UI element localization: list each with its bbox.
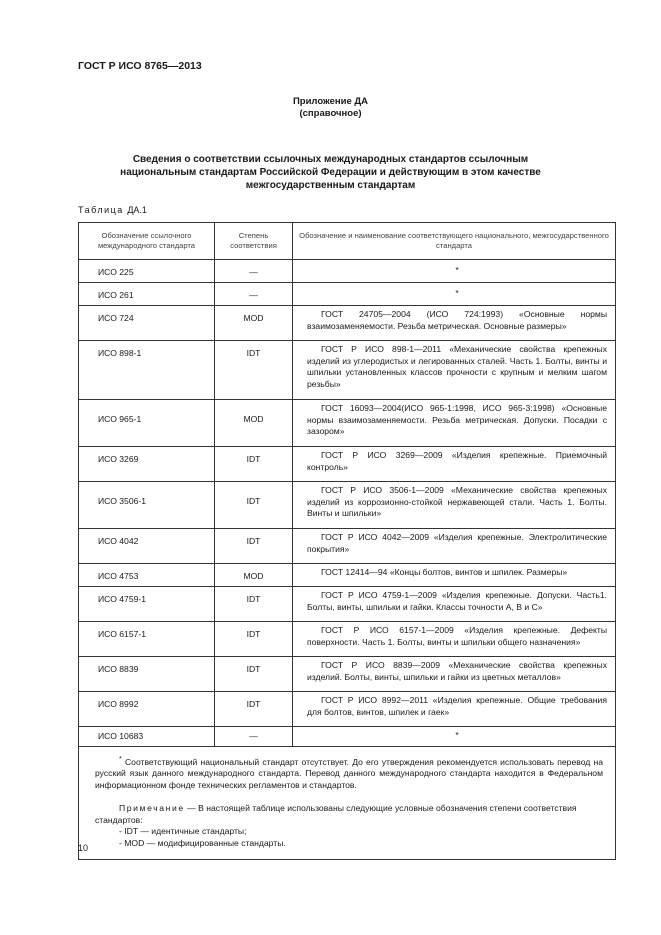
table-row xyxy=(79,692,616,727)
row-code: ИСО 965-1 xyxy=(79,400,215,447)
row-desc: ГОСТ Р ИСО 3269—2009 «Изделия крепежные. Приемочный контроль» xyxy=(307,450,607,472)
page-number: 10 xyxy=(78,843,89,853)
table-caption xyxy=(78,205,147,215)
table-row xyxy=(79,482,616,529)
table-row xyxy=(79,306,616,341)
table-row xyxy=(79,529,616,564)
title-line-2: национальным стандартам Российской Федерации и действующим в этом качестве xyxy=(120,167,541,178)
row-degree: MOD xyxy=(215,400,293,447)
row-degree: IDT xyxy=(215,587,293,622)
row-degree: IDT xyxy=(215,341,293,400)
footnote xyxy=(95,754,603,791)
row-degree: MOD xyxy=(215,306,293,341)
row-desc: ГОСТ 12414—94 «Концы болтов, винтов и шпилек. Размеры» xyxy=(321,567,568,577)
row-degree: IDT xyxy=(215,447,293,482)
correspondence-table xyxy=(78,222,616,860)
note-text: — В настоящей таблице использованы следующие условные обозначения степени соответствия стандартов: xyxy=(95,803,577,825)
document-title xyxy=(100,153,561,192)
footnote-text: Соответствующий национальный стандарт отсутствует. До его утверждения рекомендуется использовать перевод на русский язык данного международного стандарта. Перевод данного международного стандарта находится в Федеральном информационном фонде технических регламентов и стандартов. xyxy=(95,756,603,790)
row-desc: * xyxy=(293,727,616,747)
row-degree: IDT xyxy=(215,529,293,564)
row-code: ИСО 8992 xyxy=(79,692,215,727)
row-degree: — xyxy=(215,260,293,283)
row-degree: IDT xyxy=(215,482,293,529)
row-desc: ГОСТ Р ИСО 6157-1—2009 «Изделия крепежные. Дефекты поверхности. Часть 1. Болты, винты и шпильки общего назначения» xyxy=(307,625,607,647)
table-caption-label: Таблица xyxy=(78,205,124,215)
table-footer-row xyxy=(79,747,616,860)
row-desc: ГОСТ Р ИСО 8992—2011 «Изделия крепежные. Общие требования для болтов, винтов, шпилек и гаек» xyxy=(307,695,607,717)
row-code: ИСО 10683 xyxy=(79,727,215,747)
table-row xyxy=(79,283,616,306)
table-row xyxy=(79,400,616,447)
row-desc: ГОСТ Р ИСО 898-1—2011 «Механические свойства крепежных изделий из углеродистых и легированных сталей. Часть 1. Болты, винты и шпильки установленных классов прочности с крупным и мелким шагом резьбы» xyxy=(307,344,607,389)
note-item-idt: - IDT — идентичные стандарты; xyxy=(119,826,247,837)
table-row xyxy=(79,341,616,400)
row-code: ИСО 3506-1 xyxy=(79,482,215,529)
row-code: ИСО 4759-1 xyxy=(79,587,215,622)
row-desc: * xyxy=(293,283,616,306)
row-desc: ГОСТ 24705—2004 (ИСО 724:1993) «Основные нормы взаимозаменяемости. Резьба метрическая. Основные размеры» xyxy=(307,309,607,331)
row-degree: IDT xyxy=(215,692,293,727)
table-row xyxy=(79,260,616,283)
row-code: ИСО 898-1 xyxy=(79,341,215,400)
row-desc: ГОСТ Р ИСО 4759-1—2009 «Изделия крепежные. Допуски. Часть1. Болты, винты, шпильки и гайки. Классы точности А, В и С» xyxy=(307,590,607,612)
row-desc: * xyxy=(293,260,616,283)
table-footer xyxy=(79,747,616,860)
row-code: ИСО 4753 xyxy=(79,564,215,587)
title-line-3: межгосударственным стандартам xyxy=(245,180,416,191)
note-item-mod: - MOD — модифицированные стандарты. xyxy=(119,837,286,848)
table-row xyxy=(79,587,616,622)
table-row xyxy=(79,657,616,692)
row-degree: MOD xyxy=(215,564,293,587)
row-desc: ГОСТ 16093—2004(ИСО 965-1:1998, ИСО 965-3:1998) «Основные нормы взаимозаменяемости. Резьба метрическая. Допуски. Посадки с зазором» xyxy=(307,403,607,436)
annex-title: Приложение ДА xyxy=(292,96,369,107)
table-row xyxy=(79,447,616,482)
header-reference-standard: Обозначение ссылочного международного стандарта xyxy=(79,223,215,260)
table-row xyxy=(79,622,616,657)
row-code: ИСО 4042 xyxy=(79,529,215,564)
row-degree: IDT xyxy=(215,622,293,657)
row-code: ИСО 724 xyxy=(79,306,215,341)
table-header-row xyxy=(79,223,616,260)
footnote-marker: * xyxy=(119,755,122,763)
row-degree: — xyxy=(215,283,293,306)
table-row xyxy=(79,727,616,747)
row-desc: ГОСТ Р ИСО 8839—2009 «Механические свойства крепежных изделий. Болты, винты, шпильки и гайки из цветных металлов» xyxy=(307,660,607,682)
table-row xyxy=(79,564,616,587)
row-code: ИСО 3269 xyxy=(79,447,215,482)
note xyxy=(95,803,603,826)
row-degree: — xyxy=(215,727,293,747)
table-caption-number: ДА.1 xyxy=(127,205,147,215)
document-header: ГОСТ Р ИСО 8765—2013 xyxy=(78,60,202,72)
row-code: ИСО 225 xyxy=(79,260,215,283)
annex-subtitle: (справочное) xyxy=(299,108,362,119)
header-national-standard: Обозначение и наименование соответствующего национального, межгосударственного стандарта xyxy=(293,223,616,260)
header-degree: Степень соответствия xyxy=(215,223,293,260)
row-code: ИСО 8839 xyxy=(79,657,215,692)
row-desc: ГОСТ Р ИСО 4042—2009 «Изделия крепежные. Электролитические покрытия» xyxy=(307,532,607,554)
row-code: ИСО 6157-1 xyxy=(79,622,215,657)
row-code: ИСО 261 xyxy=(79,283,215,306)
note-label: Примечание xyxy=(119,803,185,814)
title-line-1: Сведения о соответствии ссылочных международных стандартов ссылочным xyxy=(132,154,529,165)
row-degree: IDT xyxy=(215,657,293,692)
row-desc: ГОСТ Р ИСО 3506-1—2009 «Механические свойства крепежных изделий из коррозионно-стойкой нержавеющей стали. Часть 1. Болты. Винты и шпильки» xyxy=(307,485,607,518)
